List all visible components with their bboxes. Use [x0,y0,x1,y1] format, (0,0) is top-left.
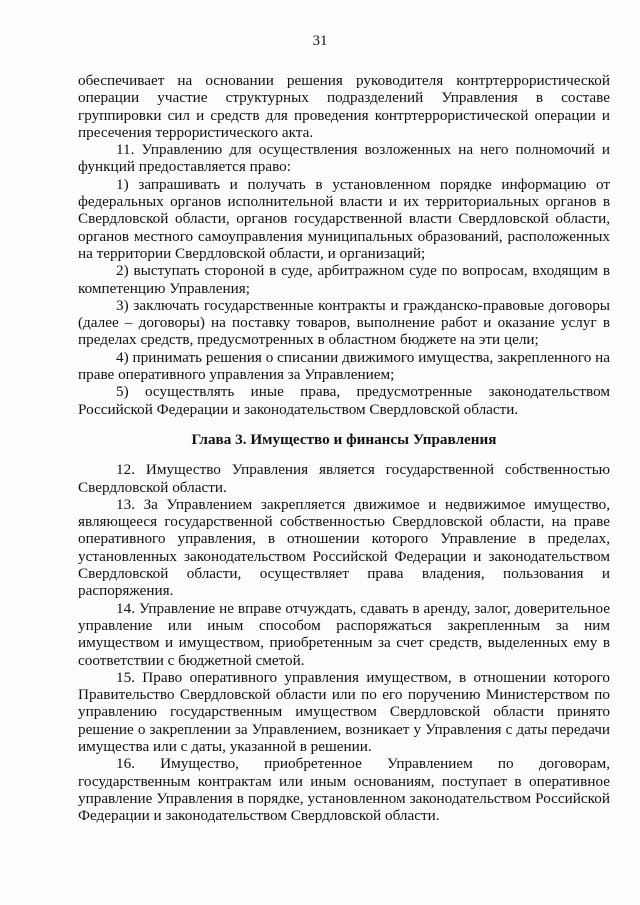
paragraph-continuation: обеспечивает на основании решения руководителя контртеррористической операции участие структурных подразделений Управления в составе группировки сил и средств для проведения контртеррористической операции и пресечения террористического акта. [78,72,610,141]
list-item-3: 3) заключать государственные контракты и гражданско-правовые договоры (далее – договоры) на поставку товаров, выполнение работ и оказание услуг в пределах средств, предусмотренных в областном бюджете на эти цели; [78,296,610,349]
list-item-1: 1) запрашивать и получать в установленном порядке информацию от федеральных органов исполнительной власти и их территориальных органов в Свердловской области, органов государственной власти Свердловской области, органов местного самоуправления муниципальных образований, расположенных на территории Свердловской области, и организаций; [78,175,610,262]
paragraph-16: 16. Имущество, приобретенное Управлением по договорам, государственным контрактам или иным основаниям, поступает в оперативное управление Управления в порядке, установленном законодательством Российской Федерации и законодательством Свердловской области. [78,755,610,825]
document-body [78,72,610,824]
paragraph-13: 13. За Управлением закрепляется движимое и недвижимое имущество, являющееся государственной собственностью Свердловской области, на праве оперативного управления, в отношении которого Управление в пределах, установленных законодательством Российской Федерации и законодательством Свердловской области, осуществляет права владения, пользования и распоряжения. [78,495,610,600]
paragraph-15: 15. Право оперативного управления имуществом, в отношении которого Правительство Свердловской области или по его поручению Министерством по управлению государственным имуществом Свердловской области принято решение о закреплении за Управлением, возникает у Управления с даты передачи имущества или с даты, указанной в решении. [78,668,610,755]
page-number: 31 [312,33,328,49]
list-item-2: 2) выступать стороной в суде, арбитражном суде по вопросам, входящим в компетенцию Управления; [78,262,610,297]
list-item-5: 5) осуществлять иные права, предусмотренные законодательством Российской Федерации и законодательством Свердловской области. [78,383,610,418]
paragraph-14: 14. Управление не вправе отчуждать, сдавать в аренду, залог, доверительное управление или иным способом распоряжаться закрепленным за ним имуществом и имуществом, приобретенным за счет средств, выделенных ему в соответствии с бюджетной сметой. [78,599,610,669]
list-item-4: 4) принимать решения о списании движимого имущества, закрепленного на праве оперативного управления за Управлением; [78,348,610,384]
paragraph-11: 11. Управлению для осуществления возложенных на него полномочий и функций предоставляется право: [78,141,610,176]
paragraph-12: 12. Имущество Управления является государственной собственностью Свердловской области. [78,461,610,496]
chapter-heading: Глава 3. Имущество и финансы Управления [191,430,497,448]
